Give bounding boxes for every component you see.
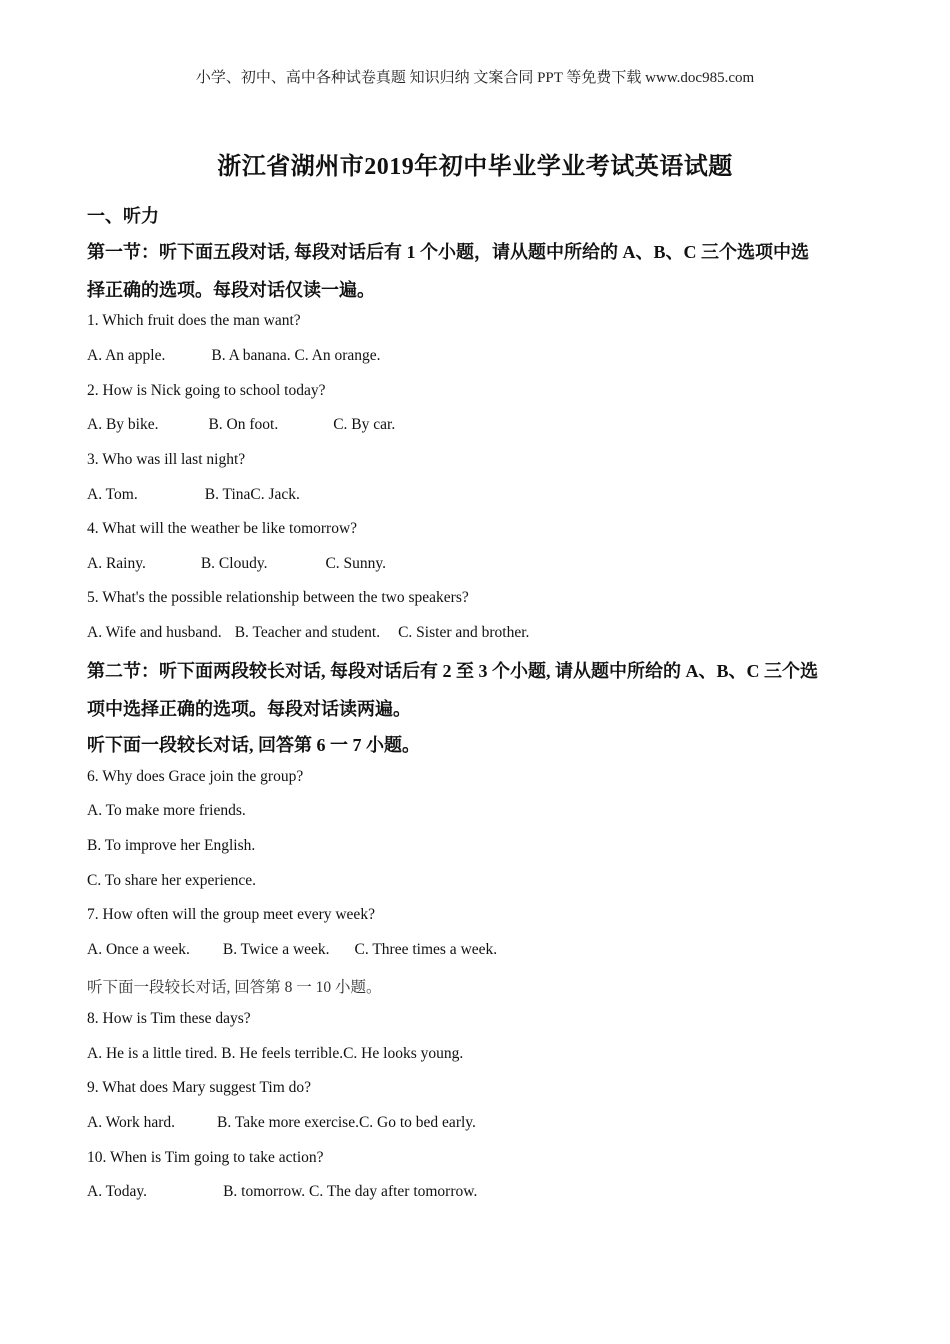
option-a: A. An apple. <box>87 347 166 364</box>
option-b: B. Cloudy. <box>200 555 268 572</box>
option-c: C. By car. <box>333 416 396 433</box>
section1-instruction-line2: 择正确的选项。每段对话仅读一遍。 <box>87 280 375 300</box>
page-title: 浙江省湖州市2019年初中毕业学业考试英语试题 <box>217 154 733 180</box>
page-header: 小学、初中、高中各种试卷真题 知识归纳 文案合同 PPT 等免费下载 www.doc985.com <box>195 70 755 86</box>
question-3-options <box>87 486 300 504</box>
option-a: A. Wife and husband. <box>87 624 222 641</box>
question-8-options: A. He is a little tired. B. He feels terrible.C. He looks young. <box>87 1045 464 1062</box>
question-5: 5. What's the possible relationship between the two speakers? <box>87 589 469 606</box>
question-7-options <box>87 941 497 959</box>
option-b: B. On foot. <box>208 416 279 433</box>
question-6: 6. Why does Grace join the group? <box>87 768 304 785</box>
section2-instruction-line1: 第二节：听下面两段较长对话, 每段对话后有 2 至 3 个小题, 请从题中所给的 A、B、C 三个选 <box>87 661 819 681</box>
question-4-options <box>87 555 386 573</box>
option-bc: B. A banana. C. An orange. <box>211 347 381 364</box>
option-b: B. Twice a week. <box>222 941 330 958</box>
option-c: C. Sister and brother. <box>398 624 530 641</box>
option-a: A. Rainy. <box>87 555 146 572</box>
option-a: A. Work hard. <box>87 1114 176 1131</box>
option-a: A. Once a week. <box>87 941 190 958</box>
question-4: 4. What will the weather be like tomorrow? <box>87 520 358 537</box>
option-bc: B. tomorrow. C. The day after tomorrow. <box>223 1183 478 1200</box>
question-6-option-c: C. To share her experience. <box>87 872 257 889</box>
option-bc: B. TinaC. Jack. <box>204 486 300 503</box>
question-6-option-b: B. To improve her English. <box>87 837 256 854</box>
part-heading: 一、听力 <box>87 206 159 226</box>
question-3: 3. Who was ill last night? <box>87 451 246 468</box>
question-9: 9. What does Mary suggest Tim do? <box>87 1079 312 1096</box>
option-a: A. Today. <box>87 1183 148 1200</box>
question-1-options <box>87 347 381 365</box>
question-6-option-a: A. To make more friends. <box>87 802 246 819</box>
option-bc: B. Take more exercise.C. Go to bed early. <box>217 1114 476 1131</box>
question-1: 1. Which fruit does the man want? <box>87 312 301 329</box>
option-c: C. Three times a week. <box>354 941 498 958</box>
question-2-options <box>87 416 395 434</box>
section2-instruction-line2: 项中选择正确的选项。每段对话读两遍。 <box>87 699 411 719</box>
dialog1-intro: 听下面一段较长对话, 回答第 6 一 7 小题。 <box>87 735 420 755</box>
question-9-options <box>87 1114 476 1132</box>
question-8: 8. How is Tim these days? <box>87 1010 251 1027</box>
option-a: A. Tom. <box>87 486 138 503</box>
section1-instruction-line1: 第一节：听下面五段对话, 每段对话后有 1 个小题，请从题中所给的 A、B、C 三个选项中选 <box>87 242 809 262</box>
question-5-options <box>87 624 529 642</box>
question-10: 10. When is Tim going to take action? <box>87 1149 324 1166</box>
question-10-options <box>87 1183 477 1201</box>
question-7: 7. How often will the group meet every week? <box>87 906 375 923</box>
option-a: A. By bike. <box>87 416 159 433</box>
option-b: B. Teacher and student. <box>234 624 381 641</box>
option-c: C. Sunny. <box>325 555 387 572</box>
question-2: 2. How is Nick going to school today? <box>87 382 326 399</box>
dialog2-intro: 听下面一段较长对话, 回答第 8 一 10 小题。 <box>87 979 382 996</box>
